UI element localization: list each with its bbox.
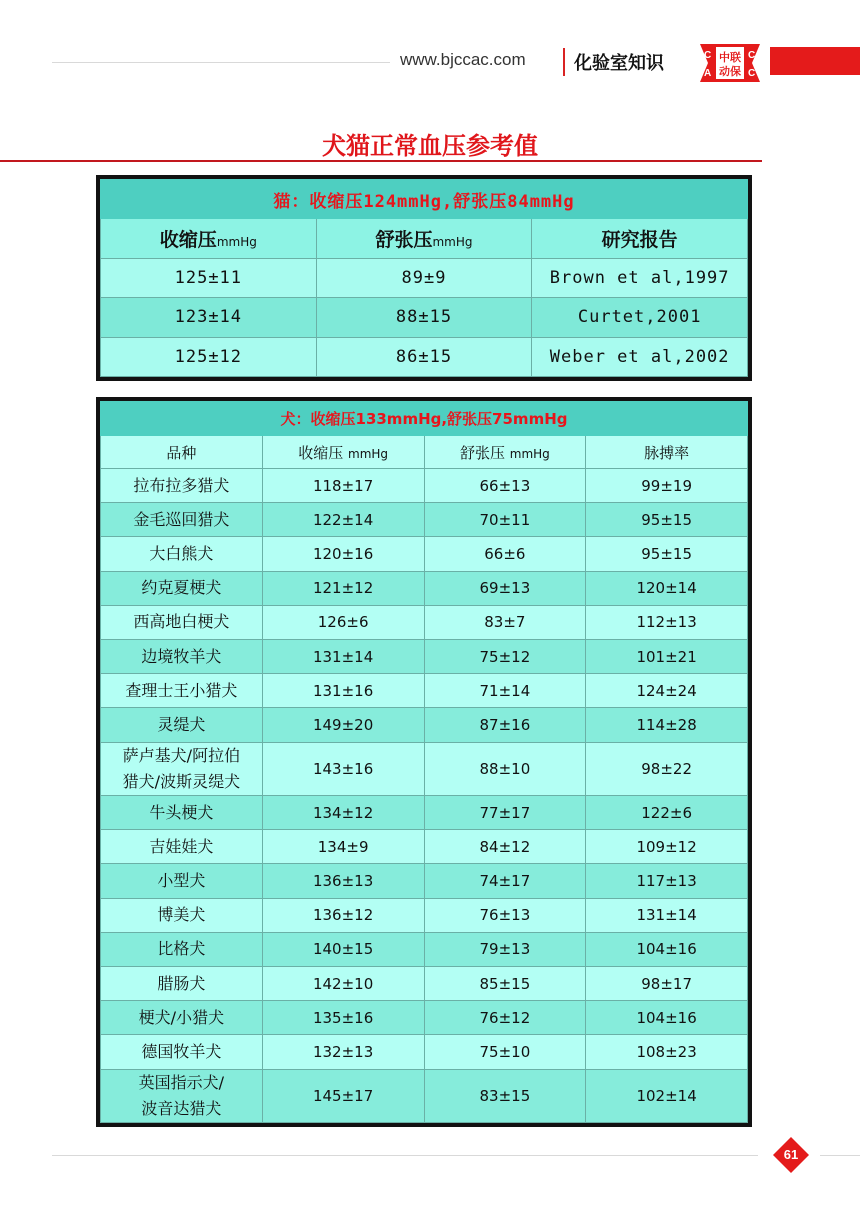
value-cell: 126±6	[262, 605, 424, 639]
value-cell: 108±23	[586, 1035, 748, 1069]
table-row	[101, 605, 748, 639]
value-cell: 109±12	[586, 830, 748, 864]
breed-cell: 灵缇犬	[101, 708, 263, 742]
svg-text:动保: 动保	[719, 65, 741, 78]
table-row	[101, 742, 748, 795]
value-cell: 145±17	[262, 1069, 424, 1122]
table-row	[101, 830, 748, 864]
svg-text:A: A	[704, 68, 712, 79]
value-cell: 122±14	[262, 503, 424, 537]
value-cell: 83±15	[424, 1069, 586, 1122]
cell: 125±12	[101, 337, 317, 376]
value-cell: 122±6	[586, 795, 748, 829]
value-cell: 140±15	[262, 932, 424, 966]
page-title: 犬猫正常血压参考值	[322, 132, 538, 160]
dog-col-diastolic: 舒张压 mmHg	[424, 436, 586, 469]
value-cell: 120±16	[262, 537, 424, 571]
value-cell: 79±13	[424, 932, 586, 966]
cat-bp-table	[96, 175, 752, 381]
breed-cell: 西高地白梗犬	[101, 605, 263, 639]
value-cell: 131±14	[586, 898, 748, 932]
value-cell: 121±12	[262, 571, 424, 605]
value-cell: 84±12	[424, 830, 586, 864]
table-row	[101, 1035, 748, 1069]
table-row	[101, 337, 748, 376]
cat-col-systolic: 收缩压mmHg	[101, 219, 317, 258]
value-cell: 135±16	[262, 1001, 424, 1035]
cell: Brown et al,1997	[532, 258, 748, 297]
value-cell: 95±15	[586, 537, 748, 571]
table-row	[101, 503, 748, 537]
value-cell: 98±22	[586, 742, 748, 795]
table-row	[101, 966, 748, 1000]
value-cell: 142±10	[262, 966, 424, 1000]
value-cell: 136±13	[262, 864, 424, 898]
page-number-badge	[772, 1136, 810, 1174]
value-cell: 132±13	[262, 1035, 424, 1069]
value-cell: 101±21	[586, 640, 748, 674]
cell: 123±14	[101, 298, 317, 337]
dog-col-systolic: 收缩压 mmHg	[262, 436, 424, 469]
header-divider-line	[52, 62, 390, 63]
value-cell: 134±12	[262, 795, 424, 829]
breed-cell: 约克夏梗犬	[101, 571, 263, 605]
breed-cell: 查理士王小猎犬	[101, 674, 263, 708]
value-cell: 70±11	[424, 503, 586, 537]
breed-cell: 金毛巡回猎犬	[101, 503, 263, 537]
footer-divider-line-right	[820, 1155, 860, 1156]
value-cell: 114±28	[586, 708, 748, 742]
breed-cell: 大白熊犬	[101, 537, 263, 571]
value-cell: 66±13	[424, 469, 586, 503]
header-red-bar	[770, 47, 860, 75]
value-cell: 74±17	[424, 864, 586, 898]
value-cell: 131±14	[262, 640, 424, 674]
breed-cell: 边境牧羊犬	[101, 640, 263, 674]
table-row	[101, 708, 748, 742]
value-cell: 124±24	[586, 674, 748, 708]
table-row	[101, 258, 748, 297]
value-cell: 69±13	[424, 571, 586, 605]
value-cell: 99±19	[586, 469, 748, 503]
table-row	[101, 298, 748, 337]
value-cell: 134±9	[262, 830, 424, 864]
value-cell: 76±12	[424, 1001, 586, 1035]
table-row	[101, 864, 748, 898]
value-cell: 88±10	[424, 742, 586, 795]
breed-cell: 腊肠犬	[101, 966, 263, 1000]
value-cell: 143±16	[262, 742, 424, 795]
value-cell: 66±6	[424, 537, 586, 571]
svg-text:C: C	[748, 50, 756, 61]
table-row	[101, 571, 748, 605]
value-cell: 77±17	[424, 795, 586, 829]
value-cell: 87±16	[424, 708, 586, 742]
table-row	[101, 898, 748, 932]
breed-cell: 萨卢基犬/阿拉伯 猎犬/波斯灵缇犬	[101, 742, 263, 795]
value-cell: 104±16	[586, 1001, 748, 1035]
dog-table-body	[101, 469, 748, 1123]
value-cell: 118±17	[262, 469, 424, 503]
value-cell: 117±13	[586, 864, 748, 898]
value-cell: 102±14	[586, 1069, 748, 1122]
breed-cell: 小型犬	[101, 864, 263, 898]
value-cell: 71±14	[424, 674, 586, 708]
svg-text:中联: 中联	[719, 51, 741, 64]
dog-table-banner: 犬：收缩压133mmHg,舒张压75mmHg	[101, 402, 748, 436]
value-cell: 136±12	[262, 898, 424, 932]
value-cell: 76±13	[424, 898, 586, 932]
breed-cell: 德国牧羊犬	[101, 1035, 263, 1069]
value-cell: 149±20	[262, 708, 424, 742]
breed-cell: 博美犬	[101, 898, 263, 932]
cell: Curtet,2001	[532, 298, 748, 337]
value-cell: 83±7	[424, 605, 586, 639]
cat-table-banner: 猫：收缩压124mmHg,舒张压84mmHg	[101, 180, 748, 219]
cell: 86±15	[316, 337, 532, 376]
breed-cell: 比格犬	[101, 932, 263, 966]
breed-cell: 拉布拉多猎犬	[101, 469, 263, 503]
breed-cell: 牛头梗犬	[101, 795, 263, 829]
section-name: 化验室知识	[574, 53, 664, 74]
value-cell: 131±16	[262, 674, 424, 708]
table-row	[101, 469, 748, 503]
breed-cell: 英国指示犬/ 波音达猎犬	[101, 1069, 263, 1122]
svg-text:C: C	[704, 50, 712, 61]
dog-col-breed: 品种	[101, 436, 263, 469]
cat-col-diastolic: 舒张压mmHg	[316, 219, 532, 258]
site-url: www.bjccac.com	[400, 50, 526, 69]
value-cell: 120±14	[586, 571, 748, 605]
value-cell: 112±13	[586, 605, 748, 639]
header-separator	[563, 48, 565, 76]
cat-col-report: 研究报告	[532, 219, 748, 258]
value-cell: 85±15	[424, 966, 586, 1000]
dog-bp-table	[96, 397, 752, 1127]
value-cell: 75±12	[424, 640, 586, 674]
cell: 125±11	[101, 258, 317, 297]
cell: 88±15	[316, 298, 532, 337]
table-row	[101, 1069, 748, 1122]
company-logo	[700, 44, 760, 82]
cell: Weber et al,2002	[532, 337, 748, 376]
table-row	[101, 674, 748, 708]
value-cell: 98±17	[586, 966, 748, 1000]
table-row	[101, 795, 748, 829]
dog-col-pulse: 脉搏率	[586, 436, 748, 469]
table-row	[101, 932, 748, 966]
value-cell: 75±10	[424, 1035, 586, 1069]
table-row	[101, 640, 748, 674]
footer-divider-line	[52, 1155, 758, 1156]
value-cell: 95±15	[586, 503, 748, 537]
breed-cell: 吉娃娃犬	[101, 830, 263, 864]
table-row	[101, 537, 748, 571]
title-underline	[0, 160, 762, 162]
table-row	[101, 1001, 748, 1035]
value-cell: 104±16	[586, 932, 748, 966]
breed-cell: 梗犬/小猎犬	[101, 1001, 263, 1035]
page-number: 61	[783, 1147, 799, 1162]
svg-text:C: C	[748, 68, 756, 79]
cell: 89±9	[316, 258, 532, 297]
